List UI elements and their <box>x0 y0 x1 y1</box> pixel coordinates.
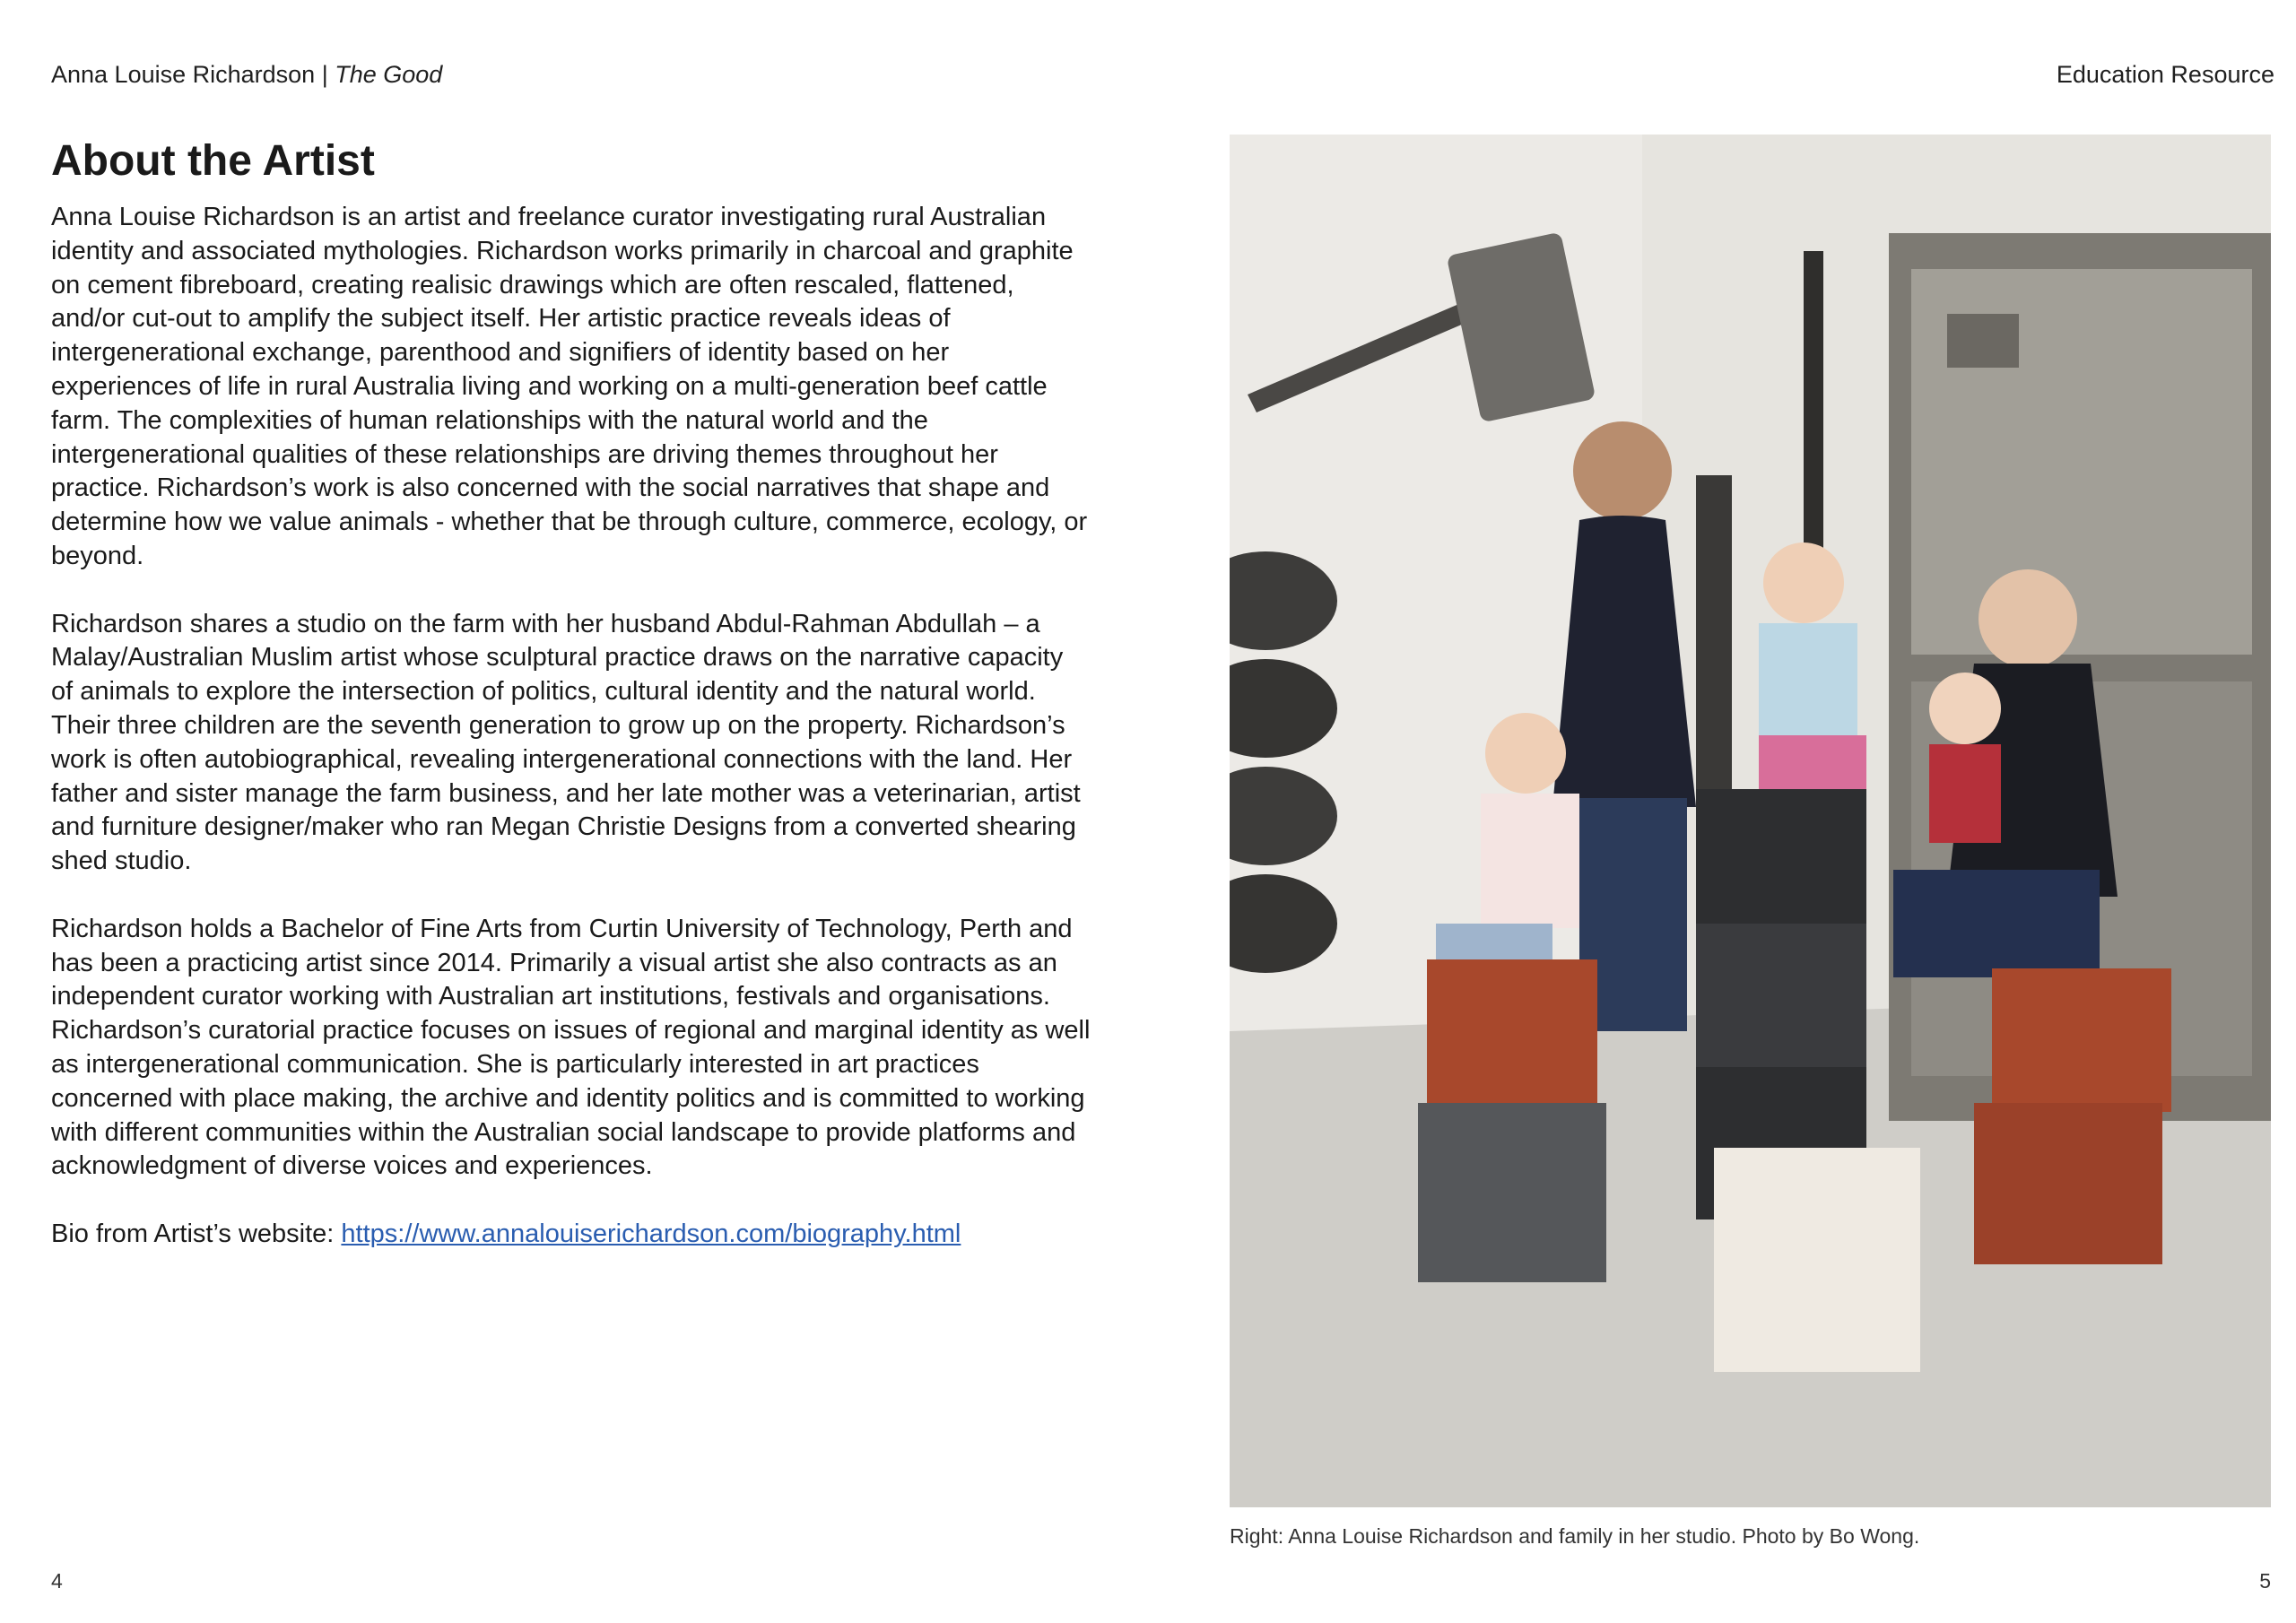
page-title: About the Artist <box>51 137 375 185</box>
bio-label: Bio from Artist’s website: <box>51 1219 342 1248</box>
paragraph-3: Richardson holds a Bachelor of Fine Arts from Curtin University of Technology, Perth and has been a practicing artist since 2014. Primarily a visual artist she also contracts as an independent curator working with Australian art institutions, festivals and organisations. Richardson’s curatorial practice focuses on issues of regional and marginal identity as well as intergenerational communication. She is particularly interested in art practices concerned with place making, the archive and identity politics and is committed to working with different communities within the Australian social landscape to provide platforms and acknowledgment of diverse voices and experiences. <box>51 914 1091 1181</box>
running-header-right: Education Resource <box>2056 61 2274 88</box>
paragraph-2: Richardson shares a studio on the farm with her husband Abdul-Rahman Abdullah – a Malay/Australian Muslim artist whose sculptural practice draws on the narrative capacity of animals to explore the intersection of politics, cultural identity and the natural world. Their three children are the seventh generation to grow up on the property. Richardson’s work is often autobiographical, revealing intergenerational connections with the land. Her father and sister manage the farm business, and her late mother was a veterinarian, artist and furniture designer/maker who ran Megan Christie Designs from a converted shearing shed studio. <box>51 609 1081 876</box>
biography-link[interactable]: https://www.annalouiserichardson.com/biography.html <box>341 1219 961 1248</box>
page-number-right: 5 <box>2259 1569 2271 1593</box>
studio-family-photo <box>1230 135 2271 1507</box>
header-separator: | <box>315 61 335 88</box>
header-author: Anna Louise Richardson <box>51 61 316 88</box>
header-work-title: The Good <box>335 61 443 88</box>
photo-caption: Right: Anna Louise Richardson and family in her studio. Photo by Bo Wong. <box>1230 1524 1920 1548</box>
white-crate <box>1714 1148 1920 1372</box>
photo-illustration <box>1230 135 2271 1507</box>
grey-crate <box>1418 1103 1606 1282</box>
red-crate <box>1427 959 1597 1112</box>
body-text <box>51 201 1091 1286</box>
paragraph-1: Anna Louise Richardson is an artist and freelance curator investigating rural Australian identity and associated mythologies. Richardson works primarily in charcoal and graphite on cement fibreboard, creating realisic drawings which are often rescaled, flattened, and/or cut-out to amplify the subject itself. Her artistic practice reveals ideas of intergenerational exchange, parenthood and signifiers of identity based on her experiences of life in rural Australia living and working on a multi-generation beef cattle farm. The complexities of human relationships with the natural world and the intergenerational qualities of these relationships are driving themes throughout her practice. Richardson’s work is also concerned with the social narratives that shape and determine how we value animals - whether that be through culture, commerce, ecology, or beyond. <box>51 203 1088 570</box>
page-number-left: 4 <box>51 1569 63 1593</box>
bio-line <box>51 1218 1091 1252</box>
running-header-left <box>51 61 442 89</box>
